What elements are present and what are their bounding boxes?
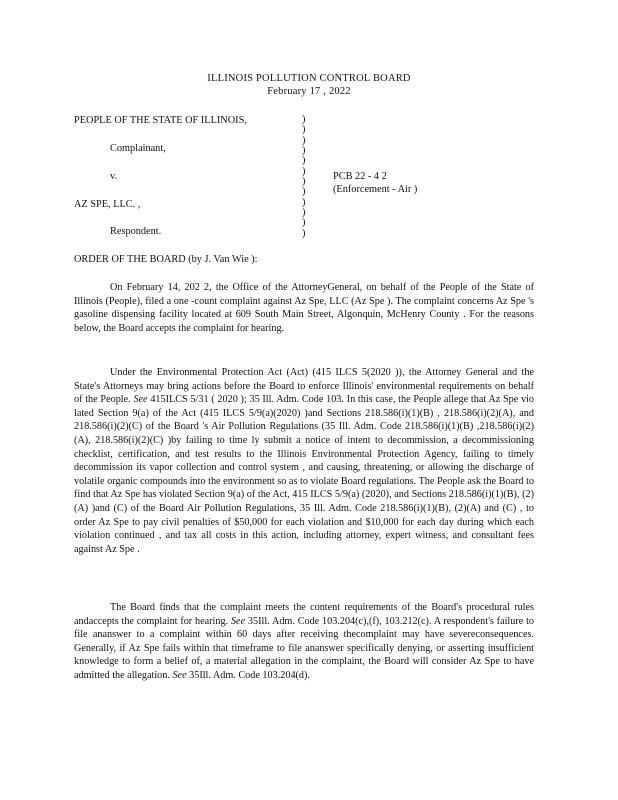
order-heading: ORDER OF THE BOARD (by J. Van Wie ): — [74, 254, 258, 265]
see-citation: See — [230, 615, 246, 627]
see-citation: See — [133, 394, 148, 406]
board-name: ILLINOIS POLLUTION CONTROL BOARD — [207, 73, 411, 84]
plaintiff-name: PEOPLE OF THE STATE OF ILLINOIS, — [74, 115, 247, 126]
case-number: PCB 22 - 4 2 — [333, 171, 387, 182]
paragraph-intro: On February 14, 202 2, the Office of the AttorneyGeneral, on behalf of the People of the State of Illinois (People), filed a one -count complaint against Az Spe, LLC (Az Spe ). The complaint concerns Az Spe 's gasoline dispensing facility located at 609 South Main Street, Algonquin, McHenry County . For the reasons below, the Board accepts the complaint for hearing. — [74, 282, 534, 334]
respondent-label: Respondent. — [110, 226, 162, 237]
see-citation: See — [172, 669, 187, 681]
order-date: February 17 , 2022 — [267, 86, 351, 97]
caption-parentheses: ) ) ) ) ) ) ) ) ) ) ) ) — [302, 114, 306, 239]
paragraph-complaint-allegations: Under the Environmental Protection Act (Act) (415 ILCS 5(2020 )), the Attorney General and the State's Attorneys may bring actions before the Board to enforce Illinois' environmental requirements on behalf of the People. See 415ILCS 5/31 ( 2020 ); 35 Ill. Adm. Code 103. In this case, the People allege that Az Spe vio lated Section 9(a) of the Act (415 ILCS 5/9(a)(2020) )and Sections 218.586(i)(1)(B) , 218.586(i)(2)(A), and 218.586(i)(2)(C) of the Board 's Air Pollution Regulations (35 Ill. Adm. Code 218.586(i)(1)(B) ,218.586(i)(2)(A), 218.586(i)(2)(C) )by failing to time ly submit a notice of intent to decommission, a decommissioning checklist, certification, and test results to the Illinois Environmental Protection Agency, failing to timely decommission its vapor collection and control system , and causing, threatening, or allowing the discharge of volatile organic compounds into the environment so as to violate Board regulations. The People ask the Board to find that Az Spe has violated Section 9(a) of the Act, 415 ILCS 5/9(a) (2020), and Sections 218.586(i)(1)(B), (2)(A) )and (C) of the Board Air Pollution Regulations, 35 Ill. Adm. Code 218.586(i)(1)(B), (2)(A) and (C) , to order Az Spe to pay civil penalties of $50,000 for each violation and $10,000 for each day during which each violation continued , and tax all costs in this action, including attorney, expert witness, and consultant fees against Az Spe . — [74, 367, 535, 555]
versus-label: v. — [110, 171, 118, 182]
case-type: (Enforcement - Air ) — [333, 184, 418, 195]
complainant-label: Complainant, — [110, 143, 166, 154]
respondent-name: AZ SPE, LLC. , — [74, 199, 141, 210]
paragraph-acceptance: The Board finds that the complaint meets the content requirements of the Board's procedural rules andaccepts the complaint for hearing. See 35Ill. Adm. Code 103.204(c),(f), 103.212(c). A respondent's failure to file ananswer to a complaint within 60 days after receiving thecomplaint may have severeconsequences. Generally, if Az Spe fails within that timeframe to file ananswer specifically denying, or asserting insufficient knowledge to form a belief of, a material allegation in the complaint, the Board will consider Az Spe to have admitted the allegation. See 35Ill. Adm. Code 103.204(d). — [74, 602, 535, 681]
